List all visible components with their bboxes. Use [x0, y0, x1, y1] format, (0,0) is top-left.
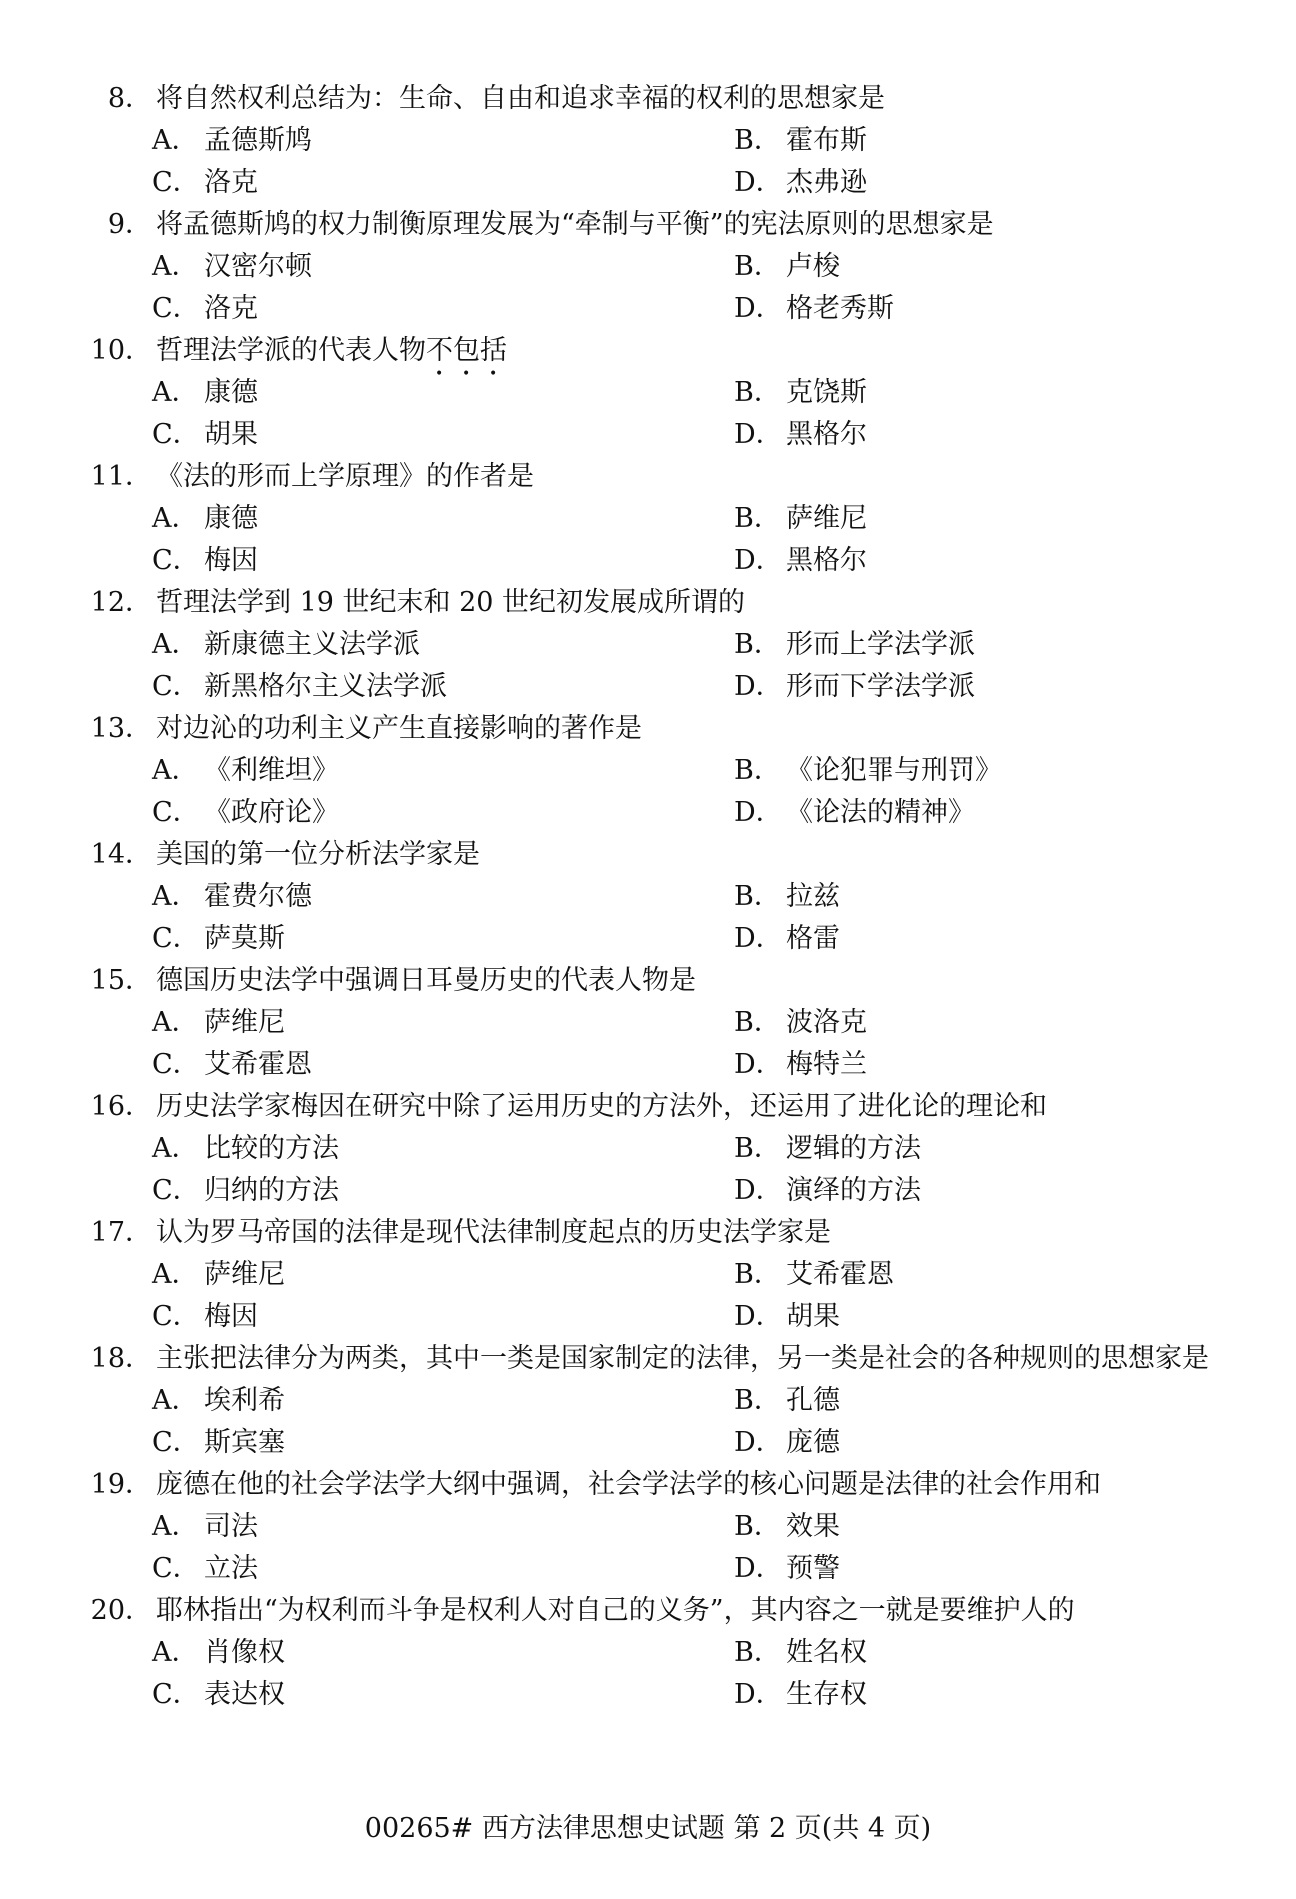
question-text: 庞德在他的社会学法学大纲中强调，社会学法学的核心问题是法律的社会作用和 [156, 1469, 1101, 1500]
option-b [734, 498, 1234, 540]
question-stem [90, 1590, 1220, 1632]
option-c [152, 1422, 734, 1464]
option-letter: C． [152, 167, 200, 198]
question-number: 15． [90, 965, 152, 996]
options-grid [152, 1128, 1220, 1212]
question-stem [90, 708, 1220, 750]
option-text: 卢梭 [786, 251, 840, 282]
option-text: 梅因 [204, 1301, 258, 1332]
option-letter: C． [152, 545, 200, 576]
option-letter: D． [734, 1049, 783, 1080]
option-letter: B． [734, 503, 781, 534]
option-letter: A． [152, 1133, 199, 1164]
option-text: 萨维尼 [786, 503, 867, 534]
question-list [90, 78, 1220, 1716]
emphasized-text: 不包括 [426, 335, 507, 366]
option-letter: C． [152, 923, 200, 954]
option-c [152, 288, 734, 330]
option-text: 归纳的方法 [204, 1175, 339, 1206]
option-letter: B． [734, 755, 781, 786]
options-grid [152, 750, 1220, 834]
option-text: 立法 [204, 1553, 258, 1584]
question-text: 哲理法学到 19 世纪末和 20 世纪初发展成所谓的 [156, 587, 746, 618]
option-letter: A． [152, 1637, 199, 1668]
option-text: 逻辑的方法 [786, 1133, 921, 1164]
option-text: 新黑格尔主义法学派 [204, 671, 447, 702]
option-a [152, 372, 734, 414]
option-b [734, 372, 1234, 414]
question-number: 14． [90, 839, 152, 870]
option-letter: B． [734, 629, 781, 660]
question-13 [90, 708, 1220, 834]
question-number: 12． [90, 587, 152, 618]
option-text: 斯宾塞 [204, 1427, 285, 1458]
options-grid [152, 1632, 1220, 1716]
option-a [152, 750, 734, 792]
question-10 [90, 330, 1220, 456]
question-text: 《法的形而上学原理》的作者是 [156, 461, 534, 492]
option-text: 格老秀斯 [786, 293, 894, 324]
question-text: 对边沁的功利主义产生直接影响的著作是 [156, 713, 642, 744]
option-b [734, 246, 1234, 288]
option-text: 艾希霍恩 [786, 1259, 894, 1290]
option-a [152, 498, 734, 540]
option-letter: B． [734, 377, 781, 408]
option-text: 胡果 [786, 1301, 840, 1332]
option-c [152, 1170, 734, 1212]
option-letter: B． [734, 1637, 781, 1668]
option-text: 新康德主义法学派 [204, 629, 420, 660]
option-letter: A． [152, 125, 199, 156]
option-c [152, 918, 734, 960]
question-number: 13． [90, 713, 152, 744]
option-a [152, 876, 734, 918]
option-text: 霍费尔德 [204, 881, 312, 912]
option-text: 艾希霍恩 [204, 1049, 312, 1080]
option-letter: A． [152, 1007, 199, 1038]
question-17 [90, 1212, 1220, 1338]
option-c [152, 414, 734, 456]
option-letter: A． [152, 503, 199, 534]
question-text: 美国的第一位分析法学家是 [156, 839, 480, 870]
question-text: 认为罗马帝国的法律是现代法律制度起点的历史法学家是 [156, 1217, 831, 1248]
option-letter: D． [734, 671, 783, 702]
option-text: 肖像权 [204, 1637, 285, 1668]
option-letter: A． [152, 1385, 199, 1416]
option-d [734, 1296, 1234, 1338]
option-text: 比较的方法 [204, 1133, 339, 1164]
option-b [734, 750, 1234, 792]
option-letter: A． [152, 251, 199, 282]
option-letter: D． [734, 293, 783, 324]
option-letter: A． [152, 377, 199, 408]
option-letter: D． [734, 419, 783, 450]
options-grid [152, 1506, 1220, 1590]
option-letter: C． [152, 293, 200, 324]
options-grid [152, 1254, 1220, 1338]
option-b [734, 1128, 1234, 1170]
option-c [152, 162, 734, 204]
option-text: 梅因 [204, 545, 258, 576]
option-c [152, 1548, 734, 1590]
option-c [152, 1296, 734, 1338]
option-text: 形而上学法学派 [786, 629, 975, 660]
option-letter: A． [152, 1511, 199, 1542]
option-text: 《政府论》 [204, 797, 339, 828]
question-16 [90, 1086, 1220, 1212]
option-letter: A． [152, 755, 199, 786]
option-letter: A． [152, 629, 199, 660]
option-a [152, 1254, 734, 1296]
question-number: 9． [107, 209, 152, 240]
option-letter: C． [152, 1301, 200, 1332]
option-b [734, 1002, 1234, 1044]
option-letter: A． [152, 1259, 199, 1290]
question-number: 18． [90, 1343, 152, 1374]
option-text: 演绎的方法 [786, 1175, 921, 1206]
option-a [152, 1002, 734, 1044]
question-stem [90, 456, 1220, 498]
option-text: 孔德 [786, 1385, 840, 1416]
options-grid [152, 120, 1220, 204]
question-text: 将自然权利总结为：生命、自由和追求幸福的权利的思想家是 [156, 83, 885, 114]
option-letter: B． [734, 251, 781, 282]
option-letter: C． [152, 1049, 200, 1080]
option-letter: C． [152, 419, 200, 450]
option-c [152, 792, 734, 834]
option-text: 效果 [786, 1511, 840, 1542]
option-d [734, 162, 1234, 204]
option-b [734, 624, 1234, 666]
option-text: 格雷 [786, 923, 840, 954]
option-text: 波洛克 [786, 1007, 867, 1038]
options-grid [152, 876, 1220, 960]
option-a [152, 1380, 734, 1422]
option-letter: D． [734, 1679, 783, 1710]
option-letter: D． [734, 1553, 783, 1584]
question-number: 11． [90, 461, 152, 492]
question-stem [90, 960, 1220, 1002]
question-stem [90, 1464, 1220, 1506]
option-text: 形而下学法学派 [786, 671, 975, 702]
option-letter: C． [152, 797, 200, 828]
option-text: 萨莫斯 [204, 923, 285, 954]
option-text: 孟德斯鸠 [204, 125, 312, 156]
option-letter: C． [152, 1553, 200, 1584]
option-text: 康德 [204, 503, 258, 534]
option-text: 杰弗逊 [786, 167, 867, 198]
question-stem [90, 78, 1220, 120]
option-text: 《论法的精神》 [786, 797, 975, 828]
question-19 [90, 1464, 1220, 1590]
option-letter: D． [734, 1427, 783, 1458]
option-text: 胡果 [204, 419, 258, 450]
option-letter: A． [152, 881, 199, 912]
question-text: 将孟德斯鸠的权力制衡原理发展为“牵制与平衡”的宪法原则的思想家是 [156, 209, 994, 240]
option-letter: B． [734, 1259, 781, 1290]
option-letter: B． [734, 1511, 781, 1542]
option-b [734, 1254, 1234, 1296]
options-grid [152, 498, 1220, 582]
option-d [734, 666, 1234, 708]
option-b [734, 876, 1234, 918]
option-text: 预警 [786, 1553, 840, 1584]
option-a [152, 1632, 734, 1674]
option-letter: C． [152, 1679, 200, 1710]
question-stem [90, 1086, 1220, 1128]
option-text: 《利维坦》 [204, 755, 339, 786]
option-text: 表达权 [204, 1679, 285, 1710]
question-text: 主张把法律分为两类，其中一类是国家制定的法律，另一类是社会的各种规则的思想家是 [156, 1343, 1209, 1374]
option-a [152, 120, 734, 162]
options-grid [152, 624, 1220, 708]
options-grid [152, 1002, 1220, 1086]
option-letter: D． [734, 1301, 783, 1332]
option-d [734, 792, 1234, 834]
option-text: 《论犯罪与刑罚》 [786, 755, 1002, 786]
option-text: 姓名权 [786, 1637, 867, 1668]
option-letter: D． [734, 797, 783, 828]
option-text: 庞德 [786, 1427, 840, 1458]
option-letter: D． [734, 167, 783, 198]
question-number: 20． [90, 1595, 152, 1626]
option-text: 拉兹 [786, 881, 840, 912]
option-letter: B． [734, 881, 781, 912]
question-number: 16． [90, 1091, 152, 1122]
option-text: 黑格尔 [786, 545, 867, 576]
option-text: 生存权 [786, 1679, 867, 1710]
option-text: 克饶斯 [786, 377, 867, 408]
option-letter: C． [152, 671, 200, 702]
question-stem [90, 834, 1220, 876]
question-text: 德国历史法学中强调日耳曼历史的代表人物是 [156, 965, 696, 996]
option-text: 司法 [204, 1511, 258, 1542]
question-11 [90, 456, 1220, 582]
option-c [152, 666, 734, 708]
question-stem [90, 330, 1220, 372]
option-d [734, 1674, 1234, 1716]
option-text: 萨维尼 [204, 1259, 285, 1290]
question-number: 10． [90, 335, 152, 366]
question-text: 历史法学家梅因在研究中除了运用历史的方法外，还运用了进化论的理论和 [156, 1091, 1047, 1122]
question-8 [90, 78, 1220, 204]
option-text: 萨维尼 [204, 1007, 285, 1038]
question-number: 17． [90, 1217, 152, 1248]
option-letter: C． [152, 1427, 200, 1458]
question-15 [90, 960, 1220, 1086]
question-stem [90, 1212, 1220, 1254]
question-18 [90, 1338, 1220, 1464]
option-text: 洛克 [204, 293, 258, 324]
option-text: 埃利希 [204, 1385, 285, 1416]
question-12 [90, 582, 1220, 708]
option-letter: B． [734, 1133, 781, 1164]
option-a [152, 1506, 734, 1548]
page-footer: 00265# 西方法律思想史试题 第 2 页(共 4 页) [364, 1813, 932, 1844]
question-9 [90, 204, 1220, 330]
question-stem [90, 1338, 1220, 1380]
option-b [734, 120, 1234, 162]
option-d [734, 1170, 1234, 1212]
question-stem [90, 204, 1220, 246]
question-text: 哲理法学派的代表人物 [156, 335, 426, 366]
question-14 [90, 834, 1220, 960]
option-b [734, 1632, 1234, 1674]
options-grid [152, 372, 1220, 456]
option-text: 洛克 [204, 167, 258, 198]
option-letter: B． [734, 1007, 781, 1038]
option-text: 汉密尔顿 [204, 251, 312, 282]
question-number: 19． [90, 1469, 152, 1500]
option-letter: D． [734, 1175, 783, 1206]
option-letter: D． [734, 545, 783, 576]
option-a [152, 624, 734, 666]
question-stem [90, 582, 1220, 624]
option-c [152, 1044, 734, 1086]
option-d [734, 918, 1234, 960]
option-letter: B． [734, 125, 781, 156]
option-d [734, 414, 1234, 456]
option-c [152, 1674, 734, 1716]
option-text: 黑格尔 [786, 419, 867, 450]
option-d [734, 1548, 1234, 1590]
option-letter: D． [734, 923, 783, 954]
options-grid [152, 1380, 1220, 1464]
option-d [734, 540, 1234, 582]
option-letter: B． [734, 1385, 781, 1416]
option-text: 康德 [204, 377, 258, 408]
option-b [734, 1380, 1234, 1422]
option-text: 霍布斯 [786, 125, 867, 156]
options-grid [152, 246, 1220, 330]
option-d [734, 1044, 1234, 1086]
option-a [152, 246, 734, 288]
option-text: 梅特兰 [786, 1049, 867, 1080]
question-20 [90, 1590, 1220, 1716]
question-number: 8． [107, 83, 152, 114]
option-c [152, 540, 734, 582]
option-a [152, 1128, 734, 1170]
option-letter: C． [152, 1175, 200, 1206]
option-d [734, 288, 1234, 330]
question-text: 耶林指出“为权利而斗争是权利人对自己的义务”，其内容之一就是要维护人的 [156, 1595, 1075, 1626]
option-b [734, 1506, 1234, 1548]
option-d [734, 1422, 1234, 1464]
